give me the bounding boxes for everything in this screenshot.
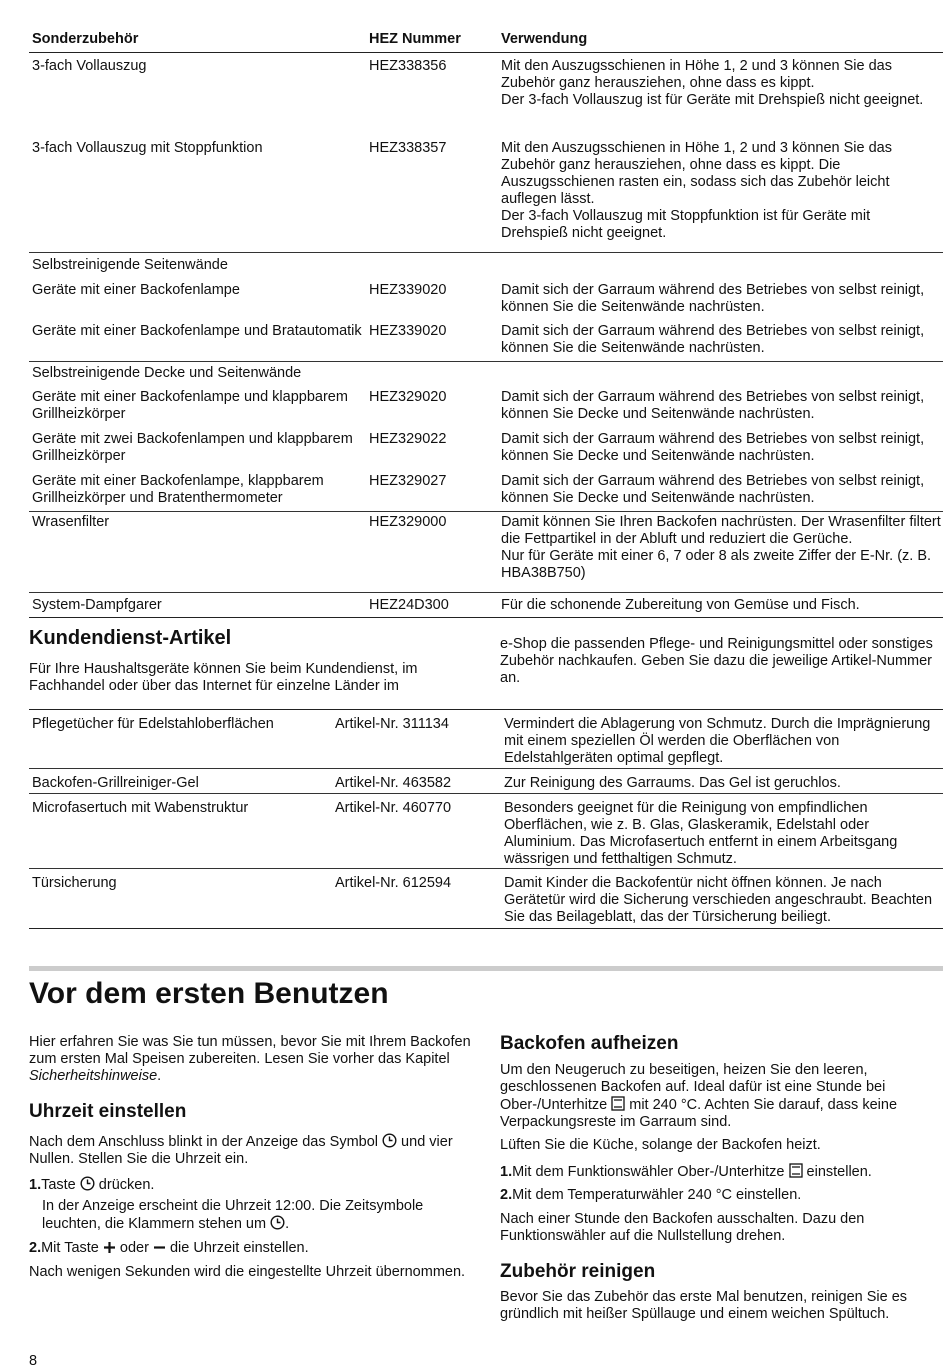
aufheizen-step-1: 1.Mit dem Funktionswähler Ober-/Unterhitze einstellen. [500,1164,872,1180]
section-divider [29,966,943,971]
uhr-paragraph: Nach dem Anschluss blinkt in der Anzeige das Symbol und vier Nullen. Stellen Sie die Uhrzeit ein. [29,1134,453,1167]
accessory-table-header [29,30,943,53]
accessory-name: Geräte mit einer Backofenlampe und klappbarem Grillheizkörper [32,389,348,422]
accessory-name: Geräte mit einer Backofenlampe [32,282,240,298]
top-bottom-heat-icon [789,1163,803,1178]
heading-uhrzeit: Uhrzeit einstellen [29,1101,187,1122]
usage: Damit sich der Garraum während des Betriebes von selbst reinigt, können Sie Decke und Seitenwände nachrüsten. [501,389,925,422]
accessory-name: System-Dampfgarer [32,597,162,613]
table-row [29,140,943,253]
section-intro: Hier erfahren Sie was Sie tun müssen, bevor Sie mit Ihrem Backofen zum ersten Mal Speisen zubereiten. Lesen Sie vorher das Kapitel Sicherheitshinweise. [29,1034,471,1084]
hez-number: HEZ24D300 [369,597,449,613]
usage: Für die schonende Zubereitung von Gemüse und Fisch. [501,597,860,613]
clock-icon [80,1176,95,1191]
accessory-name: Geräte mit einer Backofenlampe und Bratautomatik [32,323,362,339]
uhr-step-1-note: In der Anzeige erscheint die Uhrzeit 12:00. Die Zeitsymbole leuchten, die Klammern stehen um . [42,1198,424,1232]
aufheizen-paragraph-3: Nach einer Stunde den Backofen ausschalten. Dazu den Funktionswähler auf die Nullstellung drehen. [500,1211,865,1244]
usage: Damit sich der Garraum während des Betriebes von selbst reinigt, können Sie die Seitenwände nachrüsten. [501,323,925,356]
hez-number: HEZ329020 [369,389,447,405]
group-label: Selbstreinigende Decke und Seitenwände [32,365,302,381]
aufheizen-step-2: 2.Mit dem Temperaturwähler 240 °C einstellen. [500,1187,802,1203]
table-row [29,875,943,929]
article-name: Backofen-Grillreiniger-Gel [32,775,199,791]
article-usage: Besonders geeignet für die Reinigung von empfindlichen Oberflächen, wie z. B. Glas, Glaskeramik, Edelstahl oder Aluminium. Das Microfasertuch entfernt in einem Arbeitsgang wässrigen und fetthaltigen Schmutz. [504,800,898,867]
usage: Damit sich der Garraum während des Betriebes von selbst reinigt, können Sie Decke und Seitenwände nachrüsten. [501,473,925,506]
col-header-accessory: Sonderzubehör [32,31,139,47]
minus-icon [153,1241,166,1254]
table-row [29,716,943,769]
clock-icon [270,1215,285,1230]
page-title: Vor dem ersten Benutzen [29,977,389,1010]
article-name: Microfasertuch mit Wabenstruktur [32,800,249,816]
article-number: Artikel-Nr. 311134 [335,716,449,732]
article-name: Pflegetücher für Edelstahloberflächen [32,716,274,732]
accessory-name: Geräte mit einer Backofenlampe, klappbarem Grillheizkörper und Bratenthermometer [32,473,324,506]
table-row [29,323,943,362]
table-rule [29,709,943,710]
article-number: Artikel-Nr. 612594 [335,875,452,891]
uhr-step-2: 2.Mit Taste oder die Uhrzeit einstellen. [29,1240,309,1256]
usage: Damit sich der Garraum während des Betriebes von selbst reinigt, können Sie die Seitenwände nachrüsten. [501,282,925,315]
group-label: Selbstreinigende Seitenwände [32,257,228,273]
article-name: Türsicherung [32,875,117,891]
aufheizen-paragraph: Um den Neugeruch zu beseitigen, heizen Sie den leeren, geschlossenen Backofen auf. Ideal dafür ist eine Stunde bei Ober-/Unterhitze mit 240 °C. Achten Sie darauf, dass keine Verpackungsreste im Garraum sind. [500,1062,898,1130]
heading-zubehoer: Zubehör reinigen [500,1261,656,1282]
article-number: Artikel-Nr. 460770 [335,800,452,816]
clock-icon [382,1133,397,1148]
plus-icon [103,1241,116,1254]
article-usage: Zur Reinigung des Garraums. Das Gel ist geruchlos. [504,775,841,791]
usage: Mit den Auszugsschienen in Höhe 1, 2 und 3 können Sie das Zubehör ganz herausziehen, ohne dass es kippt. Der 3-fach Vollauszug ist für Geräte mit Drehspieß nicht geeignet. [501,58,924,108]
accessory-name: Geräte mit zwei Backofenlampen und klappbarem Grillheizkörper [32,431,353,464]
article-usage: Damit Kinder die Backofentür nicht öffnen können. Je nach Gerätetür wird die Sicherung verschieden angeschraubt. Beachten Sie das Beilageblatt, das der Türsicherung beiliegt. [504,875,933,925]
hez-number: HEZ329022 [369,431,447,447]
section-heading-kundendienst: Kundendienst-Artikel [29,627,232,649]
uhr-paragraph-2: Nach wenigen Sekunden wird die eingestellte Uhrzeit übernommen. [29,1264,466,1280]
article-number: Artikel-Nr. 463582 [335,775,452,791]
zubehoer-paragraph: Bevor Sie das Zubehör das erste Mal benutzen, reinigen Sie es gründlich mit heißer Spüllauge und einem weichen Spültuch. [500,1289,908,1322]
kundendienst-intro-left: Für Ihre Haushaltsgeräte können Sie beim Kundendienst, im Fachhandel oder über das Internet für einzelne Länder im [29,661,418,694]
table-row [29,775,943,794]
hez-number: HEZ329027 [369,473,447,489]
aufheizen-paragraph-2: Lüften Sie die Küche, solange der Backofen heizt. [500,1137,821,1153]
uhr-step-1: 1.Taste drücken. [29,1177,155,1193]
hez-number: HEZ339020 [369,323,447,339]
accessory-name: 3-fach Vollauszug [32,58,147,74]
usage: Mit den Auszugsschienen in Höhe 1, 2 und 3 können Sie das Zubehör ganz herausziehen, ohne dass es kippt. Die Auszugsschienen rasten ein, sodass sich das Zubehör leicht auflegen lässt. Der 3-fach Vollauszug mit Stoppfunktion ist für Geräte mit Drehspieß nicht geeignet. [501,140,892,241]
usage: Damit sich der Garraum während des Betriebes von selbst reinigt, können Sie Decke und Seitenwände nachrüsten. [501,431,925,464]
page-number: 8 [29,1353,38,1369]
heading-aufheizen: Backofen aufheizen [500,1033,679,1054]
top-bottom-heat-icon [611,1096,625,1111]
table-row [29,800,943,869]
table-row [29,58,943,132]
usage: Damit können Sie Ihren Backofen nachrüsten. Der Wrasenfilter filtert die Fettpartikel in der Abluft und reduziert die Gerüche. Nur für Geräte mit einer 6, 7 oder 8 als zweite Ziffer der E-Nr. (z. B. HBA38B750) [501,514,941,581]
col-header-usage: Verwendung [501,31,588,47]
hez-number: HEZ329000 [369,514,447,530]
col-header-hez: HEZ Nummer [369,31,461,47]
accessory-name: 3-fach Vollauszug mit Stoppfunktion [32,140,263,156]
hez-number: HEZ338357 [369,140,447,156]
accessory-name: Wrasenfilter [32,514,110,530]
article-usage: Vermindert die Ablagerung von Schmutz. Durch die Imprägnierung mit einem speziellen Öl werden die Oberflächen von Edelstahlgeräten optimal gepflegt. [504,716,931,766]
table-row [29,473,943,512]
table-row [29,514,943,593]
kundendienst-intro-right: e-Shop die passenden Pflege- und Reinigungsmittel oder sonstiges Zubehör nachkaufen. Geben Sie dazu die jeweilige Artikel-Nummer an. [500,636,933,686]
hez-number: HEZ338356 [369,58,447,74]
hez-number: HEZ339020 [369,282,447,298]
table-row [29,597,943,618]
